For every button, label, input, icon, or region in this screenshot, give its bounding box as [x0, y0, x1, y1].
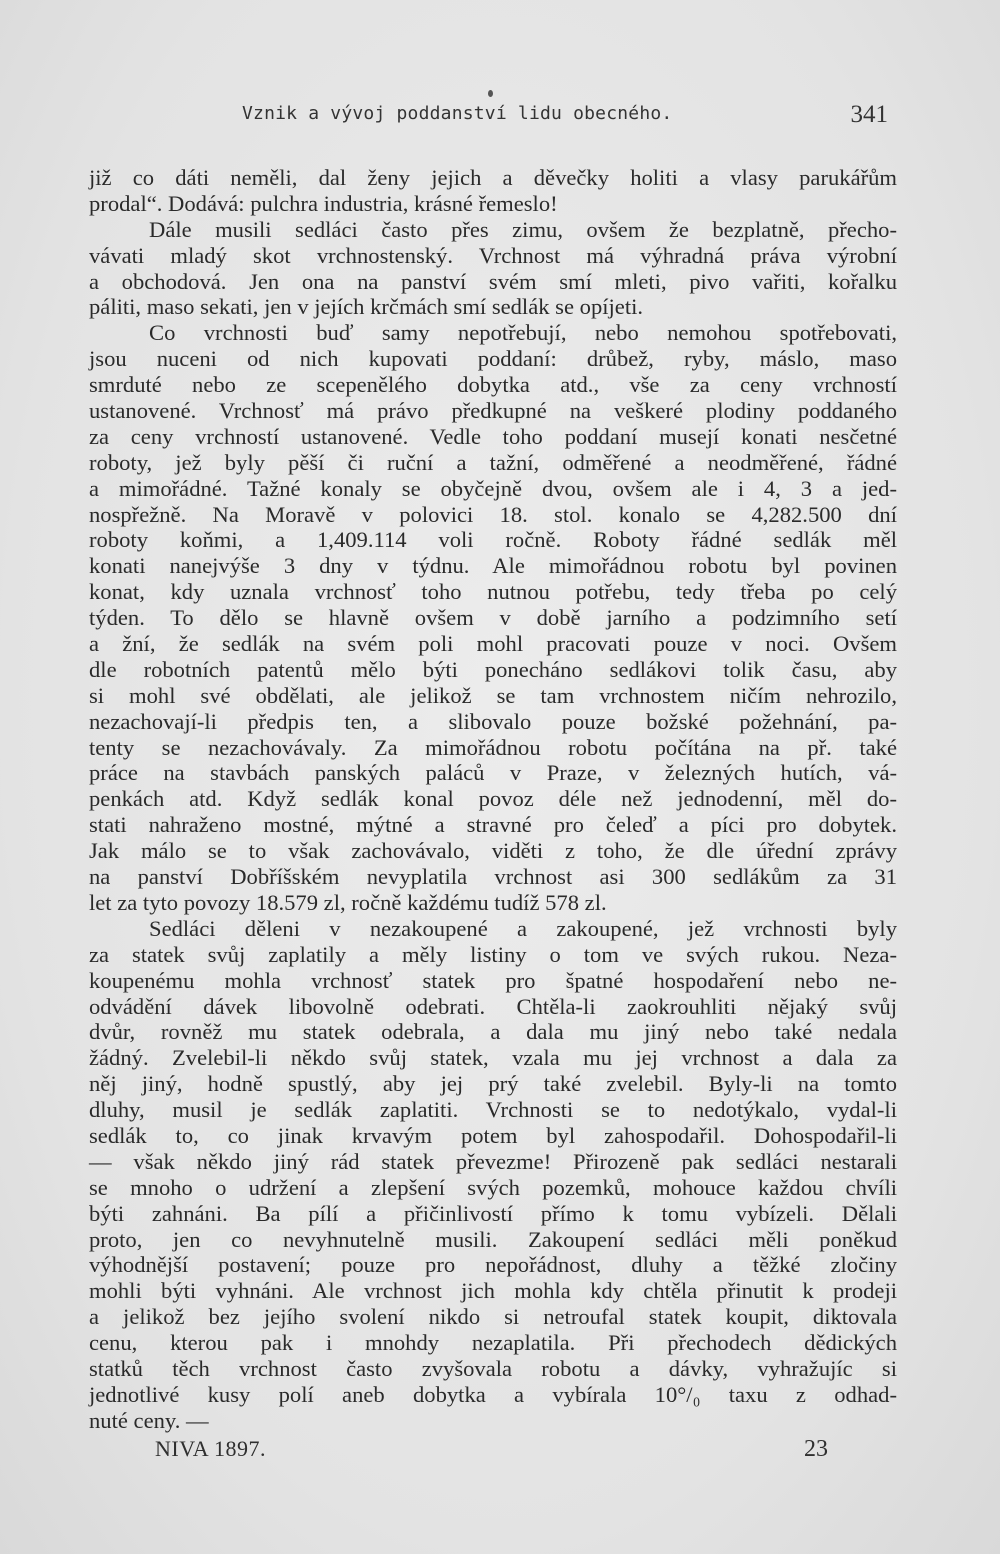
signature-mark: 23	[804, 1436, 828, 1462]
text-line: vávati mladý skot vrchnostenský. Vrchnost má výhradná práva výrobní	[89, 242, 897, 268]
text-line: nospřežně. Na Moravě v polovici 18. stol. konalo se 4,282.500 dní	[89, 501, 897, 527]
text-line: koupenému mohla vrchnosť statek pro špatné hospodaření nebo ne-	[89, 967, 897, 993]
text-line: dvůr, rovněž mu statek odebrala, a dala mu jiný nebo také nedala	[89, 1019, 897, 1045]
text-line: konat, kdy uznala vrchnosť toho nutnou potřebu, tedy třeba po celý	[89, 579, 897, 605]
journal-imprint: NIVA 1897.	[155, 1436, 266, 1461]
text-line: výhodnější postavení; pouze pro nepořádnost, dluhy a těžké zločiny	[89, 1252, 897, 1278]
text-line: býti zahnáni. Ba pílí a přičinlivostí přímo k tomu vybízeli. Dělali	[89, 1200, 897, 1226]
text-line: prodal“. Dodává: pulchra industria, krásné řemeslo!	[89, 190, 558, 216]
page-number: 341	[850, 101, 888, 128]
text-line: za ceny vrchností ustanovené. Vedle toho poddaní musejí konati nesčetné	[89, 423, 897, 449]
text-line: roboty, jež byly pěší či ruční a tažní, odměřené a neodměřené, řádné	[89, 449, 897, 475]
text-line: Sedláci děleni v nezakoupené a zakoupené, jež vrchnosti byly	[149, 915, 897, 941]
text-line: tenty se nezachovávaly. Za mimořádnou robotu počítána na př. také	[89, 734, 897, 760]
text-line: konati nanejvýše 3 dny v týdnu. Ale mimořádnou robotu byl povinen	[89, 553, 897, 579]
running-title: Vznik a vývoj poddanství lidu obecného.	[242, 103, 673, 124]
text-line: a jelikož bez jejího svolení nikdo si netroufal statek koupit, diktovala	[89, 1304, 897, 1330]
text-line: týden. To dělo se hlavně ovšem v době jarního a podzimního setí	[89, 605, 897, 631]
text-line: penkách atd. Když sedlák konal povoz déle než jednodenní, měl do-	[89, 786, 897, 812]
text-line: nuté ceny. —	[89, 1407, 209, 1433]
text-line: proto, jen co nevyhnutelně musili. Zakoupení sedláci měli poněkud	[89, 1226, 897, 1252]
text-line: dle robotních patentů mělo býti ponecháno sedlákovi tolik času, aby	[89, 656, 897, 682]
text-line: dluhy, musil je sedlák zaplatiti. Vrchnosti se to nedotýkalo, vydal-li	[89, 1097, 897, 1123]
text-line: na panství Dobříšském nevyplatila vrchnost asi 300 sedlákům za 31	[89, 864, 897, 890]
text-line: nezachovají-li předpis ten, a slibovalo pouze božské požehnání, pa-	[89, 708, 897, 734]
text-line: žádný. Zvelebil-li někdo svůj statek, vzala mu jej vrchnost a dala za	[89, 1045, 897, 1071]
text-line: si mohl své obdělati, ale jelikož se tam vrchnostem ničím nehrozilo,	[89, 682, 897, 708]
text-line: stati nahraženo mostné, mýtné a stravné pro čeleď a píci pro dobytek.	[89, 812, 897, 838]
paragraph	[89, 916, 897, 1434]
text-line: let za tyto povozy 18.579 zl, ročně každému tudíž 578 zl.	[89, 889, 607, 915]
text-line: Co vrchnosti buď samy nepotřebují, nebo nemohou spotřebovati,	[149, 320, 897, 346]
text-line: práce na stavbách panských paláců v Praze, v železných hutích, vá-	[89, 760, 897, 786]
text-line: jsou nuceni od nich kupovati poddaní: drůbež, ryby, máslo, maso	[89, 346, 897, 372]
text-line: smrduté nebo ze scepenělého dobytka atd., vše za ceny vrchností	[89, 372, 897, 398]
paragraph	[89, 217, 897, 321]
text-line: již co dáti neměli, dal ženy jejich a děvečky holiti a vlasy parukářům	[89, 165, 897, 190]
body-text	[89, 165, 897, 1434]
ink-speck	[488, 90, 493, 97]
text-line: statků těch vrchnost často zvyšovala robotu a dávky, vyhražujíc si	[89, 1355, 897, 1381]
text-line: ustanovené. Vrchnosť má právo předkupné na veškeré plodiny poddaného	[89, 398, 897, 424]
text-line: Dále musili sedláci často přes zimu, ovšem že bezplatně, přecho-	[149, 216, 897, 242]
text-line: něj jiný, hodně spustlý, aby jej prý také zvelebil. Byly-li na tomto	[89, 1071, 897, 1097]
paragraph	[89, 320, 897, 915]
page-footer	[90, 1436, 900, 1466]
paragraph	[89, 165, 897, 217]
text-line: odvádění dávek libovolně odebrati. Chtěla-li zaokrouhliti nějaký svůj	[89, 993, 897, 1019]
text-line: Jak málo se to však zachovávalo, viděti z toho, že dle úřední zprávy	[89, 838, 897, 864]
text-line: jednotlivé kusy polí aneb dobytka a vybírala 10°/₀ taxu z odhad-	[89, 1381, 897, 1407]
text-line: a žní, že sedlák na svém poli mohl pracovati pouze v noci. Ovšem	[89, 631, 897, 657]
text-line: roboty koňmi, a 1,409.114 voli ročně. Roboty řádné sedlák měl	[89, 527, 897, 553]
text-line: se mnoho o udržení a zlepšení svých pozemků, mohouce každou chvíli	[89, 1174, 897, 1200]
text-line: a obchodová. Jen ona na panství svém smí mleti, pivo vařiti, kořalku	[89, 268, 897, 294]
text-line: mohli býti vyhnáni. Ale vrchnost jich mohla kdy chtěla přinutit k prodeji	[89, 1278, 897, 1304]
text-line: a mimořádné. Tažné konaly se obyčejně dvou, ovšem ale i 4, 3 a jed-	[89, 475, 897, 501]
running-header	[90, 103, 900, 135]
text-line: sedlák to, co jinak krvavým potem byl zahospodařil. Dohospodařil-li	[89, 1122, 897, 1148]
text-line: cenu, kterou pak i mnohdy nezaplatila. Při přechodech dědických	[89, 1330, 897, 1356]
text-line: za statek svůj zaplatily a měly listiny o tom ve svých rukou. Neza-	[89, 941, 897, 967]
text-line: — však někdo jiný rád statek převezme! Přirozeně pak sedláci nestarali	[89, 1148, 897, 1174]
text-line: páliti, maso sekati, jen v jejích krčmách smí sedlák se opíjeti.	[89, 294, 644, 320]
